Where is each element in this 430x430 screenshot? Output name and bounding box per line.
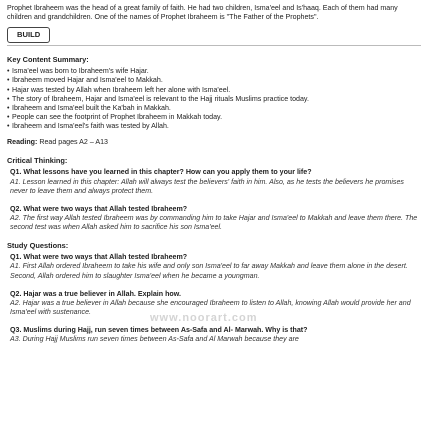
question-text: Q2. What were two ways that Allah tested Ibraheem? [10,204,188,213]
answer-text: A1. Lesson learned in this chapter: Allah will always test the believers' faith in him. Also, as he tests the believers he promises never to leave them and always protect them. [10,177,404,195]
critical-thinking-q1 [10,168,421,195]
question-text: Q1. What were two ways that Allah tested Ibraheem? [10,253,188,262]
key-summary-item: • Ibraheem and Isma'eel's faith was tested by Allah. [7,122,421,131]
study-question-q3 [10,326,421,344]
answer-text: A2. The first way Allah tested Ibraheem was by commanding him to take Hajar and Isma'eel to Makkah and leave them there. The second test was when Allah asked him to sacrifice his son Isma'eel. [10,213,418,231]
key-summary-item: • Hajar was tested by Allah when Ibraheem left her alone with Isma'eel. [7,86,421,95]
build-badge: BUILD [7,27,50,43]
answer-text: A2. Hajar was a true believer in Allah because she encouraged Ibraheem to listen to Allah, knowing Allah would provide her and Isma'eel with sustenance. [10,298,411,316]
study-question-q1 [10,253,421,280]
question-text: Q1. What lessons have you learned in this chapter? How can you apply them to your life? [10,168,312,177]
answer-text: A1. First Allah ordered Ibraheem to take his wife and only son Isma'eel to far away Makkah and leave them alone in the desert. Second, Allah ordered him to slaughter Isma'eel when he became a youngman. [10,262,408,280]
reading-line [7,138,421,147]
key-summary-item: • Isma'eel was born to Ibraheem's wife Hajar. [7,67,421,76]
critical-thinking-heading: Critical Thinking: [7,155,68,165]
key-summary-item: • The story of Ibraheem, Hajar and Isma'eel is relevant to the Hajj rituals Muslims practice today. [7,95,421,104]
key-summary-item: • People can see the footprint of Prophet Ibraheem in Makkah today. [7,113,421,122]
key-summary-item: • Ibraheem and Isma'eel built the Ka'bah in Makkah. [7,104,421,113]
reading-label: Reading: [7,137,38,146]
study-questions-heading: Study Questions: [7,240,69,250]
key-summary-heading: Key Content Summary: [7,54,89,64]
key-summary-list [7,67,421,131]
study-question-q2 [10,290,421,317]
key-summary-item: • Ibraheem moved Hajar and Isma'eel to Makkah. [7,76,421,85]
question-text: Q2. Hajar was a true believer in Allah. Explain how. [10,289,181,298]
answer-text: A3. During Hajj Muslims run seven times between As-Safa and Al Marwah because they are [10,334,299,343]
question-text: Q3. Muslims during Hajj, run seven times between As-Safa and Al- Marwah. Why is that? [10,325,308,334]
reading-pages: Read pages A2 – A13 [39,137,108,146]
section-divider [7,45,421,46]
intro-paragraph: Prophet Ibraheem was the head of a great family of faith. He had two children, Isma'eel and Is'haaq. Each of them had many children and grandchildren. One of the names of Prophet Ibraheem is "The Father of the Prophets". [7,4,398,22]
watermark-text: www.noorart.com [150,312,258,324]
critical-thinking-q2 [10,205,421,232]
